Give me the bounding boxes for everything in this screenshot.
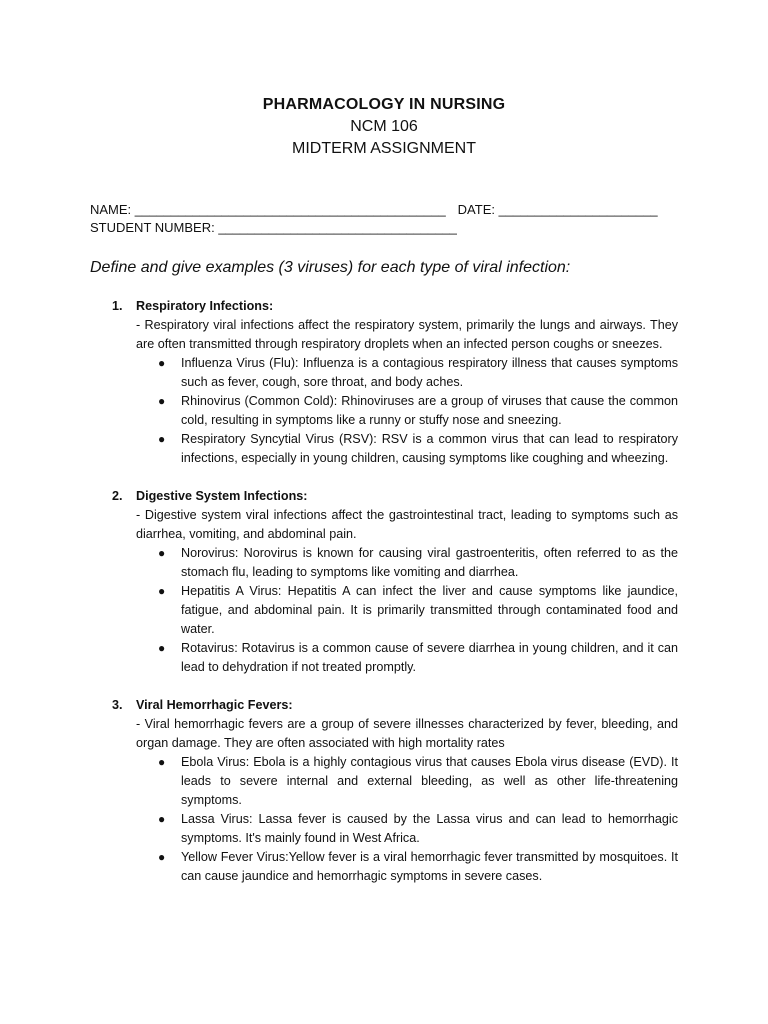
section-description: - Digestive system viral infections affect the gastrointestinal tract, leading to symptoms such as diarrhea, vomiting, and abdominal pain. [136, 508, 678, 541]
list-item-text: Respiratory Syncytial Virus (RSV): RSV is a common virus that can lead to respiratory infections, especially in young children, causing symptoms like coughing and wheezing. [181, 432, 678, 465]
section-digestive [112, 487, 678, 677]
section-number: 2. [112, 489, 123, 503]
section-hemorrhagic [112, 696, 678, 886]
list-item-text: Yellow Fever Virus:Yellow fever is a viral hemorrhagic fever transmitted by mosquitoes. It can cause jaundice and hemorrhagic symptoms in severe cases. [181, 850, 678, 883]
field-gap [446, 201, 458, 219]
bullet-icon: ● [158, 432, 166, 446]
instruction-text: Define and give examples (3 viruses) for each type of viral infection: [90, 259, 571, 276]
bullet-icon: ● [158, 641, 166, 655]
student-number-field: STUDENT NUMBER: _________________________________ [90, 220, 457, 235]
section-heading [112, 487, 678, 506]
bullet-icon: ● [158, 356, 166, 370]
student-info-fields [90, 201, 690, 237]
name-date-row [90, 201, 690, 219]
bullet-icon: ● [158, 755, 166, 769]
section-description: - Respiratory viral infections affect the respiratory system, primarily the lungs and airways. They are often transmitted through respiratory droplets when an infected person coughs or sneezes. [136, 318, 678, 351]
section-body [136, 316, 678, 468]
list-item-text: Norovirus: Norovirus is known for causing viral gastroenteritis, often referred to as the stomach flu, leading to symptoms like vomiting and diarrhea. [181, 546, 678, 579]
bullet-icon: ● [158, 850, 166, 864]
bullet-icon: ● [158, 546, 166, 560]
list-item [158, 354, 678, 392]
section-title: Respiratory Infections: [136, 299, 274, 313]
list-item-text: Influenza Virus (Flu): Influenza is a contagious respiratory illness that causes symptoms such as fever, cough, sore throat, and body aches. [181, 356, 678, 389]
sections-list [112, 297, 678, 905]
section-number: 3. [112, 698, 123, 712]
list-item-text: Lassa Virus: Lassa fever is caused by the Lassa virus and can lead to hemorrhagic symptoms. It's mainly found in West Africa. [181, 812, 678, 845]
list-item-text: Rhinovirus (Common Cold): Rhinoviruses are a group of viruses that cause the common cold, resulting in symptoms like a runny or stuffy nose and sneezing. [181, 394, 678, 427]
name-field: NAME: ___________________________________________ [90, 202, 446, 217]
example-list [136, 544, 678, 677]
bullet-icon: ● [158, 584, 166, 598]
document-title: PHARMACOLOGY IN NURSING [262, 96, 506, 113]
section-body [136, 715, 678, 886]
section-heading [112, 297, 678, 316]
student-number-row [90, 219, 690, 237]
section-body [136, 506, 678, 677]
list-item [158, 582, 678, 639]
list-item [158, 810, 678, 848]
course-code: NCM 106 [350, 118, 418, 135]
list-item [158, 544, 678, 582]
date-field: DATE: ______________________ [457, 202, 658, 217]
list-item [158, 639, 678, 677]
list-item [158, 430, 678, 468]
section-title: Digestive System Infections: [136, 489, 308, 503]
document-header [0, 94, 768, 160]
list-item-text: Rotavirus: Rotavirus is a common cause of severe diarrhea in young children, and it can lead to dehydration if not treated promptly. [181, 641, 678, 674]
list-item-text: Hepatitis A Virus: Hepatitis A can infect the liver and cause symptoms like jaundice, fatigue, and abdominal pain. It is primarily transmitted through contaminated food and water. [181, 584, 678, 636]
section-title: Viral Hemorrhagic Fevers: [136, 698, 293, 712]
list-item [158, 392, 678, 430]
list-item-text: Ebola Virus: Ebola is a highly contagious virus that causes Ebola virus disease (EVD). It leads to severe internal and external bleeding, as well as other life-threatening symptoms. [181, 755, 678, 807]
section-heading [112, 696, 678, 715]
example-list [136, 753, 678, 886]
section-number: 1. [112, 299, 123, 313]
list-item [158, 753, 678, 810]
bullet-icon: ● [158, 812, 166, 826]
list-item [158, 848, 678, 886]
assignment-title: MIDTERM ASSIGNMENT [291, 140, 476, 157]
section-respiratory [112, 297, 678, 468]
example-list [136, 354, 678, 468]
bullet-icon: ● [158, 394, 166, 408]
section-description: - Viral hemorrhagic fevers are a group of severe illnesses characterized by fever, bleeding, and organ damage. They are often associated with high mortality rates [136, 717, 678, 750]
